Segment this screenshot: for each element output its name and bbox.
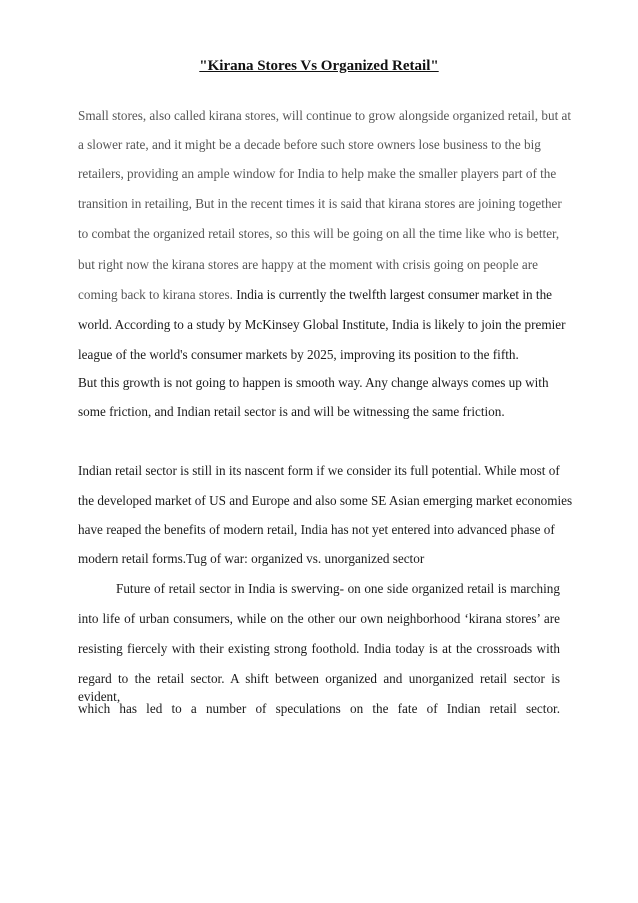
- p1-line-9: league of the world's consumer markets by 2025, improving its position to the fifth.: [78, 347, 519, 362]
- p1-line-5: to combat the organized retail stores, so this will be going on all the time like who is better,: [78, 226, 560, 241]
- p1-line-2: a slower rate, and it might be a decade before such store owners lose business to the big: [78, 137, 541, 152]
- p2-line-1: Indian retail sector is still in its nascent form if we consider its full potential. While most of: [78, 463, 560, 478]
- document-title: "Kirana Stores Vs Organized Retail": [199, 58, 439, 74]
- p1-line-8: world. According to a study by McKinsey Global Institute, India is likely to join the premier: [78, 317, 566, 332]
- p3-line-5: which has led to a number of speculations on the fate of Indian retail sector.: [78, 701, 560, 716]
- p1-line-1: Small stores, also called kirana stores, will continue to grow alongside organized retail, but at: [78, 108, 572, 123]
- p3-line-2: into life of urban consumers, while on the other our own neighborhood ‘kirana stores’ are: [78, 611, 560, 626]
- p1-line-4: transition in retailing, But in the recent times it is said that kirana stores are joining together: [78, 196, 562, 211]
- p3-line-1: Future of retail sector in India is swerving- on one side organized retail is marching: [116, 581, 560, 596]
- p1-line-6: but right now the kirana stores are happy at the moment with crisis going on people are: [78, 257, 538, 272]
- p1-line-3: retailers, providing an ample window for India to help make the smaller players part of the: [78, 166, 557, 181]
- p2-line-2: the developed market of US and Europe and also some SE Asian emerging market economies: [78, 493, 573, 508]
- p2-line-3: have reaped the benefits of modern retail, India has not yet entered into advanced phase of: [78, 522, 555, 537]
- p1-line-10: But this growth is not going to happen is smooth way. Any change always comes up with: [78, 375, 549, 390]
- p1-line-7: [78, 286, 560, 304]
- p3-line-4: regard to the retail sector. A shift between organized and unorganized retail sector is evident,: [78, 671, 560, 704]
- p1-line-11: some friction, and Indian retail sector is and will be witnessing the same friction.: [78, 404, 505, 419]
- p1-line-7-grey: coming back to kirana stores.: [78, 287, 233, 302]
- p1-line-7-dark: India is currently the twelfth largest consumer market in the: [232, 287, 553, 302]
- p2-line-4: modern retail forms.Tug of war: organized vs. unorganized sector: [78, 551, 425, 566]
- p3-line-3: resisting fiercely with their existing strong foothold. India today is at the crossroads with: [78, 641, 560, 656]
